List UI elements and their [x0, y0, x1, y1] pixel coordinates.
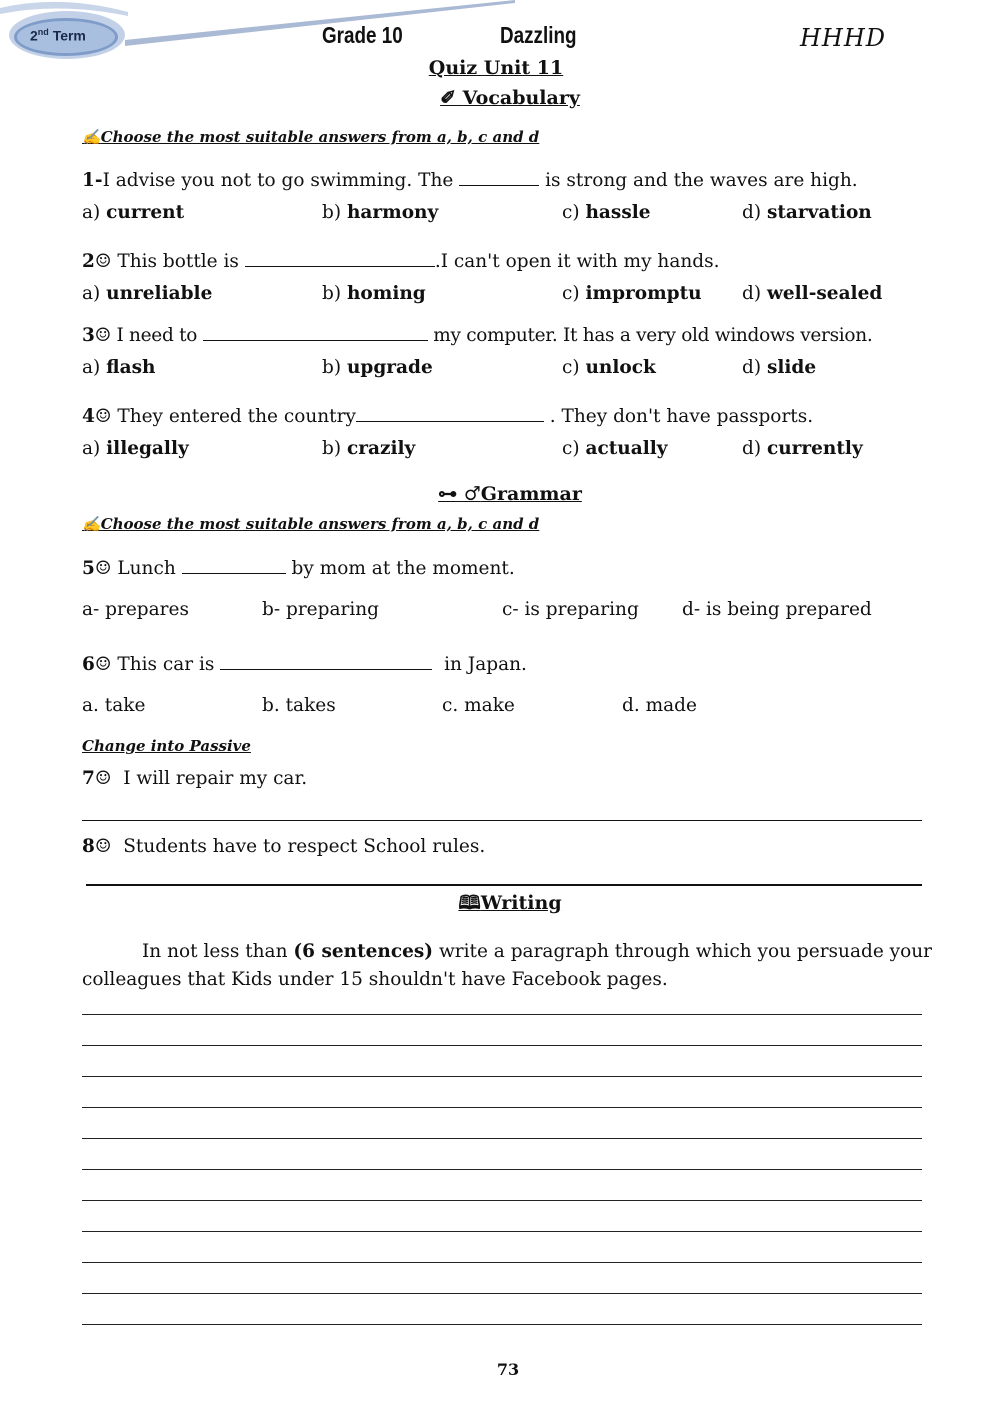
- question-5: 5☺ Lunch by mom at the moment.: [82, 558, 515, 579]
- option-b[interactable]: b) homing: [322, 283, 426, 304]
- option-d[interactable]: d. made: [622, 695, 697, 716]
- grammar-instruction: ✍Choose the most suitable answers from a, b, c and d: [82, 515, 540, 533]
- term-label: 2nd Term: [30, 27, 86, 44]
- option-d[interactable]: d- is being prepared: [682, 599, 872, 620]
- option-d[interactable]: d) starvation: [742, 202, 872, 223]
- answer-line[interactable]: [86, 884, 922, 886]
- option-b[interactable]: b. takes: [262, 695, 336, 716]
- writing-line[interactable]: [82, 1324, 922, 1325]
- option-c[interactable]: c) hassle: [562, 202, 651, 223]
- writing-line[interactable]: [82, 1107, 922, 1108]
- question-1: 1-I advise you not to go swimming. The is strong and the waves are high.: [82, 170, 858, 191]
- answer-blank[interactable]: [220, 669, 432, 670]
- option-c[interactable]: c- is preparing: [502, 599, 639, 620]
- vocabulary-instruction: ✍Choose the most suitable answers from a, b, c and d: [82, 128, 540, 146]
- option-c[interactable]: c) impromptu: [562, 283, 702, 304]
- vocabulary-heading: ✐ Vocabulary: [440, 87, 580, 109]
- option-c[interactable]: c) unlock: [562, 357, 656, 378]
- option-d[interactable]: d) well-sealed: [742, 283, 883, 304]
- answer-blank[interactable]: [245, 266, 435, 267]
- key-icon: ⊶ ♂: [438, 483, 481, 505]
- answer-blank[interactable]: [459, 185, 539, 186]
- writing-prompt: In not less than (6 sentences) write a paragraph through which you persuade your colleagues that Kids under 15 shouldn't have Facebook pages.: [82, 941, 932, 990]
- passive-instruction: Change into Passive: [82, 737, 251, 755]
- answer-blank[interactable]: [356, 421, 544, 422]
- pencil-icon: ✐: [440, 87, 457, 109]
- writing-line[interactable]: [82, 1045, 922, 1046]
- quiz-title: Quiz Unit 11: [428, 57, 564, 79]
- writing-line[interactable]: [82, 1138, 922, 1139]
- question-6: 6☺ This car is in Japan.: [82, 654, 527, 675]
- option-a[interactable]: a) illegally: [82, 438, 189, 459]
- option-c[interactable]: c) actually: [562, 438, 668, 459]
- book-title: Dazzling: [500, 22, 577, 48]
- option-b[interactable]: b) harmony: [322, 202, 439, 223]
- author-signature: HHHD: [800, 24, 887, 52]
- question-2: 2☺ This bottle is .I can't open it with my hands.: [82, 251, 720, 272]
- writing-line[interactable]: [82, 1262, 922, 1263]
- option-a[interactable]: a) flash: [82, 357, 156, 378]
- writing-line[interactable]: [82, 1231, 922, 1232]
- option-a[interactable]: a) unreliable: [82, 283, 213, 304]
- option-d[interactable]: d) currently: [742, 438, 863, 459]
- writing-hand-icon: ✍: [82, 515, 101, 533]
- answer-blank[interactable]: [203, 340, 428, 341]
- answer-blank[interactable]: [182, 573, 286, 574]
- question-3: 3☺ I need to my computer. It has a very old windows version.: [82, 325, 873, 346]
- question-7: 7☺ I will repair my car.: [82, 768, 308, 789]
- grammar-heading: ⊶ ♂Grammar: [438, 483, 582, 505]
- book-icon: 🕮: [458, 892, 481, 914]
- answer-line[interactable]: [82, 820, 922, 821]
- grade-label: Grade 10: [322, 22, 403, 48]
- option-b[interactable]: b) upgrade: [322, 357, 433, 378]
- option-a[interactable]: a- prepares: [82, 599, 189, 620]
- writing-heading: 🕮Writing: [458, 892, 562, 914]
- option-a[interactable]: a) current: [82, 202, 185, 223]
- option-c[interactable]: c. make: [442, 695, 515, 716]
- question-8: 8☺ Students have to respect School rules.: [82, 836, 486, 857]
- writing-line[interactable]: [82, 1076, 922, 1077]
- writing-line[interactable]: [82, 1293, 922, 1294]
- writing-line[interactable]: [82, 1200, 922, 1201]
- option-b[interactable]: b- preparing: [262, 599, 379, 620]
- option-b[interactable]: b) crazily: [322, 438, 416, 459]
- option-a[interactable]: a. take: [82, 695, 146, 716]
- page-number: 73: [496, 1360, 520, 1379]
- option-d[interactable]: d) slide: [742, 357, 817, 378]
- question-4: 4☺ They entered the country . They don't have passports.: [82, 406, 814, 427]
- writing-line[interactable]: [82, 1169, 922, 1170]
- writing-hand-icon: ✍: [82, 128, 101, 146]
- writing-line[interactable]: [82, 1014, 922, 1015]
